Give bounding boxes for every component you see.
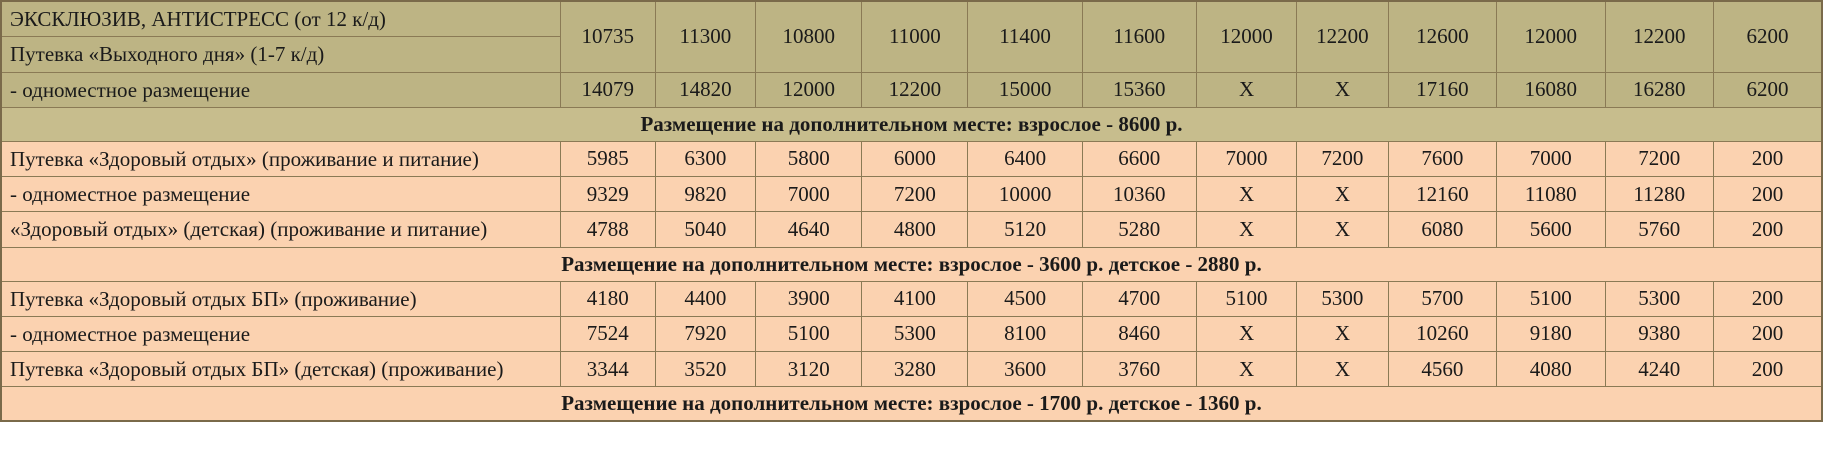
price-cell: 5280 bbox=[1082, 212, 1196, 247]
price-cell: 5700 bbox=[1388, 281, 1496, 316]
price-cell: 11600 bbox=[1082, 1, 1196, 72]
table-row bbox=[1, 316, 1822, 351]
price-cell: 7920 bbox=[655, 316, 755, 351]
price-cell: 3600 bbox=[968, 352, 1082, 387]
price-cell: 7000 bbox=[756, 177, 862, 212]
price-cell: 10735 bbox=[560, 1, 655, 72]
price-cell: 11300 bbox=[655, 1, 755, 72]
table-row bbox=[1, 141, 1822, 176]
price-cell: 3344 bbox=[560, 352, 655, 387]
price-cell: X bbox=[1196, 72, 1296, 107]
price-cell: 5300 bbox=[1605, 281, 1713, 316]
row-label: Путевка «Здоровый отдых БП» (детская) (проживание) bbox=[1, 352, 560, 387]
price-cell: 15360 bbox=[1082, 72, 1196, 107]
table-row bbox=[1, 387, 1822, 422]
price-cell: 7524 bbox=[560, 316, 655, 351]
price-cell: 12000 bbox=[1196, 1, 1296, 72]
price-cell: 7600 bbox=[1388, 141, 1496, 176]
price-cell: 6000 bbox=[862, 141, 968, 176]
price-cell: 200 bbox=[1713, 281, 1822, 316]
price-table-body bbox=[1, 1, 1822, 421]
row-label: - одноместное размещение bbox=[1, 177, 560, 212]
price-cell: 9329 bbox=[560, 177, 655, 212]
table-row bbox=[1, 1, 1822, 37]
price-cell: 16080 bbox=[1497, 72, 1605, 107]
price-cell: 10800 bbox=[756, 1, 862, 72]
price-cell: 5100 bbox=[1196, 281, 1296, 316]
price-cell: X bbox=[1196, 177, 1296, 212]
price-cell: 200 bbox=[1713, 212, 1822, 247]
price-cell: X bbox=[1297, 212, 1388, 247]
price-cell: 200 bbox=[1713, 177, 1822, 212]
section-banner: Размещение на дополнительном месте: взрослое - 8600 р. bbox=[1, 107, 1822, 141]
table-row bbox=[1, 247, 1822, 281]
price-cell: 6600 bbox=[1082, 141, 1196, 176]
section-banner: Размещение на дополнительном месте: взрослое - 1700 р. детское - 1360 р. bbox=[1, 387, 1822, 422]
price-cell: 14820 bbox=[655, 72, 755, 107]
price-cell: 7200 bbox=[1605, 141, 1713, 176]
section-banner: Размещение на дополнительном месте: взрослое - 3600 р. детское - 2880 р. bbox=[1, 247, 1822, 281]
price-cell: 4700 bbox=[1082, 281, 1196, 316]
price-cell: 12200 bbox=[862, 72, 968, 107]
price-cell: 7000 bbox=[1497, 141, 1605, 176]
price-cell: 4080 bbox=[1497, 352, 1605, 387]
price-cell: 9180 bbox=[1497, 316, 1605, 351]
price-cell: 8100 bbox=[968, 316, 1082, 351]
price-cell: 5300 bbox=[862, 316, 968, 351]
price-cell: 7200 bbox=[862, 177, 968, 212]
price-cell: 5800 bbox=[756, 141, 862, 176]
price-cell: 9380 bbox=[1605, 316, 1713, 351]
price-cell: 12600 bbox=[1388, 1, 1496, 72]
price-cell: 3520 bbox=[655, 352, 755, 387]
price-cell: 10000 bbox=[968, 177, 1082, 212]
price-cell: 5300 bbox=[1297, 281, 1388, 316]
price-cell: X bbox=[1297, 177, 1388, 212]
price-cell: 15000 bbox=[968, 72, 1082, 107]
price-cell: 3760 bbox=[1082, 352, 1196, 387]
row-label: Путевка «Здоровый отдых» (проживание и питание) bbox=[1, 141, 560, 176]
table-row bbox=[1, 72, 1822, 107]
price-cell: 8460 bbox=[1082, 316, 1196, 351]
price-cell: 3120 bbox=[756, 352, 862, 387]
price-cell: 4400 bbox=[655, 281, 755, 316]
price-cell: 14079 bbox=[560, 72, 655, 107]
price-cell: 3900 bbox=[756, 281, 862, 316]
price-cell: 5100 bbox=[1497, 281, 1605, 316]
price-cell: 10260 bbox=[1388, 316, 1496, 351]
price-cell: X bbox=[1297, 316, 1388, 351]
price-cell: 7000 bbox=[1196, 141, 1296, 176]
row-label: ЭКСКЛЮЗИВ, АНТИСТРЕСС (от 12 к/д) bbox=[1, 1, 560, 37]
table-row bbox=[1, 281, 1822, 316]
price-cell: X bbox=[1196, 212, 1296, 247]
price-cell: 4500 bbox=[968, 281, 1082, 316]
row-label: - одноместное размещение bbox=[1, 72, 560, 107]
price-cell: 4560 bbox=[1388, 352, 1496, 387]
table-row bbox=[1, 212, 1822, 247]
row-label: - одноместное размещение bbox=[1, 316, 560, 351]
price-cell: X bbox=[1297, 352, 1388, 387]
price-cell: X bbox=[1196, 316, 1296, 351]
price-cell: 4640 bbox=[756, 212, 862, 247]
table-row bbox=[1, 107, 1822, 141]
price-cell: 200 bbox=[1713, 352, 1822, 387]
price-cell: 5120 bbox=[968, 212, 1082, 247]
price-cell: 9820 bbox=[655, 177, 755, 212]
price-cell: 11280 bbox=[1605, 177, 1713, 212]
price-cell: 12200 bbox=[1297, 1, 1388, 72]
price-cell: 16280 bbox=[1605, 72, 1713, 107]
price-cell: 5040 bbox=[655, 212, 755, 247]
price-cell: 5600 bbox=[1497, 212, 1605, 247]
price-cell: 200 bbox=[1713, 316, 1822, 351]
price-cell: 5760 bbox=[1605, 212, 1713, 247]
price-cell: 4180 bbox=[560, 281, 655, 316]
price-cell: 4240 bbox=[1605, 352, 1713, 387]
price-cell: 6400 bbox=[968, 141, 1082, 176]
price-cell: 10360 bbox=[1082, 177, 1196, 212]
price-cell: 12000 bbox=[756, 72, 862, 107]
price-cell: 4788 bbox=[560, 212, 655, 247]
price-cell: X bbox=[1297, 72, 1388, 107]
price-cell: 12000 bbox=[1497, 1, 1605, 72]
price-cell: 6300 bbox=[655, 141, 755, 176]
price-cell: 3280 bbox=[862, 352, 968, 387]
price-cell: 11400 bbox=[968, 1, 1082, 72]
price-cell: 4100 bbox=[862, 281, 968, 316]
row-label: Путевка «Здоровый отдых БП» (проживание) bbox=[1, 281, 560, 316]
price-cell: 6200 bbox=[1713, 1, 1822, 72]
row-label: Путевка «Выходного дня» (1-7 к/д) bbox=[1, 37, 560, 72]
price-cell: 6200 bbox=[1713, 72, 1822, 107]
price-cell: 11000 bbox=[862, 1, 968, 72]
price-cell: 5985 bbox=[560, 141, 655, 176]
table-row bbox=[1, 352, 1822, 387]
price-cell: 200 bbox=[1713, 141, 1822, 176]
price-cell: 5100 bbox=[756, 316, 862, 351]
price-cell: 4800 bbox=[862, 212, 968, 247]
price-cell: 12160 bbox=[1388, 177, 1496, 212]
price-cell: 17160 bbox=[1388, 72, 1496, 107]
table-row bbox=[1, 177, 1822, 212]
price-cell: X bbox=[1196, 352, 1296, 387]
price-cell: 11080 bbox=[1497, 177, 1605, 212]
price-cell: 12200 bbox=[1605, 1, 1713, 72]
price-cell: 6080 bbox=[1388, 212, 1496, 247]
price-cell: 7200 bbox=[1297, 141, 1388, 176]
row-label: «Здоровый отдых» (детская) (проживание и питание) bbox=[1, 212, 560, 247]
